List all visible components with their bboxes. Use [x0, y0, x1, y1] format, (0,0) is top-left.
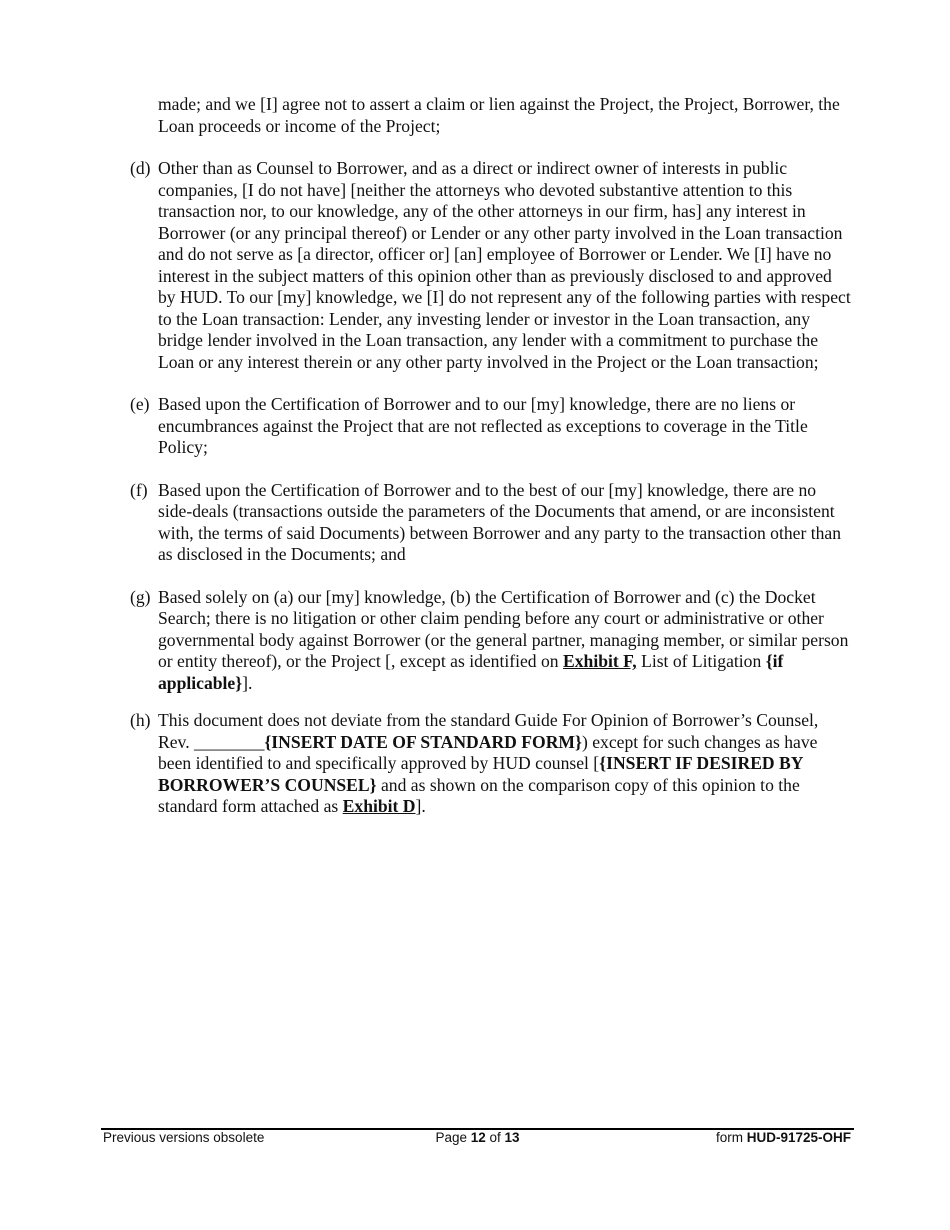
form-id: HUD-91725-OHF — [746, 1130, 851, 1145]
document-body — [130, 94, 852, 839]
item-text-part: ) except for such changes as have been identified to and specifically approved by HUD counsel [ — [158, 731, 818, 773]
exhibit-d-reference: Exhibit D — [342, 796, 416, 816]
if-applicable-note: {if applicable} — [158, 651, 784, 693]
form-prefix: form — [715, 1130, 747, 1145]
item-text: Based upon the Certification of Borrower and to our [my] knowledge, there are no liens or encumbrances against the Project that are not reflected as exceptions to coverage in the Title Policy; — [158, 394, 808, 457]
item-label: (g) — [130, 586, 151, 607]
item-text-part: ]. — [242, 672, 253, 693]
page-footer — [101, 1130, 854, 1148]
item-text: Other than as Counsel to Borrower, and as a direct or indirect owner of interests in public companies, [I do not have] [neither the attorneys who devoted substantive attention to this transaction nor, to our knowledge, any of the other attorneys in our firm, has] any interest in Borrower (or any principal thereof) or Lender or any other party involved in the Loan transaction and do not serve as [a director, officer or] [an] employee of Borrower or Lender. We [I] have no interest in the subject matters of this opinion other than as previously disclosed to and approved by HUD. To our [my] knowledge, we [I] do not represent any of the following parties with respect to the Loan transaction: Lender, any investing lender or investor in the Loan transaction, any bridge lender involved in the Loan transaction, any lender with a commitment to purchase the Loan or any interest therein or any other party involved in the Project or the Loan transaction; — [158, 158, 851, 372]
item-text: Based upon the Certification of Borrower and to the best of our [my] knowledge, there are no side-deals (transactions outside the parameters of the Documents that amend, or are inconsistent with, the terms of said Documents) between Borrower and any party to the transaction other than as disclosed in the Documents; and — [158, 479, 842, 564]
list-item-h — [130, 710, 852, 818]
item-text-part: This document does not deviate from the standard Guide For Opinion of Borrower’s Counsel, Rev. ________ — [158, 710, 819, 752]
item-label: (e) — [130, 394, 150, 414]
page-number-of: of — [485, 1130, 505, 1145]
insert-if-desired-placeholder: {INSERT IF DESIRED BY BORROWER’S COUNSEL} — [158, 753, 803, 795]
page-total: 13 — [504, 1130, 520, 1145]
item-text — [158, 587, 852, 695]
form-number — [716, 1130, 851, 1145]
item-text-part: Based solely on (a) our [my] knowledge, (b) the Certification of Borrower and (c) the Docket Search; there is no litigation or other claim pending before any court or administrative or other governmental body against Borrower (or the general partner, managing member, or similar person or entity thereof), or the Project [, except as identified on — [158, 586, 849, 671]
item-text-part: List of Litigation — [636, 651, 766, 671]
page-number-prefix: Page — [435, 1130, 471, 1145]
insert-date-placeholder: {INSERT DATE OF STANDARD FORM} — [264, 731, 582, 752]
list-item-d — [130, 158, 852, 373]
item-label: (f) — [130, 479, 148, 500]
list-item-f — [130, 480, 852, 566]
item-label: (h) — [130, 710, 151, 730]
continued-paragraph: made; and we [I] agree not to assert a claim or lien against the Project, the Project, Borrower, the Loan proceeds or income of the Project; — [158, 94, 840, 136]
list-item-e — [130, 394, 852, 459]
item-text-part: ]. — [415, 796, 426, 816]
item-label: (d) — [130, 158, 151, 178]
footer-obsolete-note: Previous versions obsolete — [103, 1130, 265, 1145]
exhibit-f-reference: Exhibit F, — [563, 651, 637, 671]
list-item-g — [130, 587, 852, 695]
page-current: 12 — [470, 1130, 486, 1145]
item-text-part: and as shown on the comparison copy of this opinion to the standard form attached as — [158, 774, 800, 816]
item-text — [158, 710, 852, 818]
